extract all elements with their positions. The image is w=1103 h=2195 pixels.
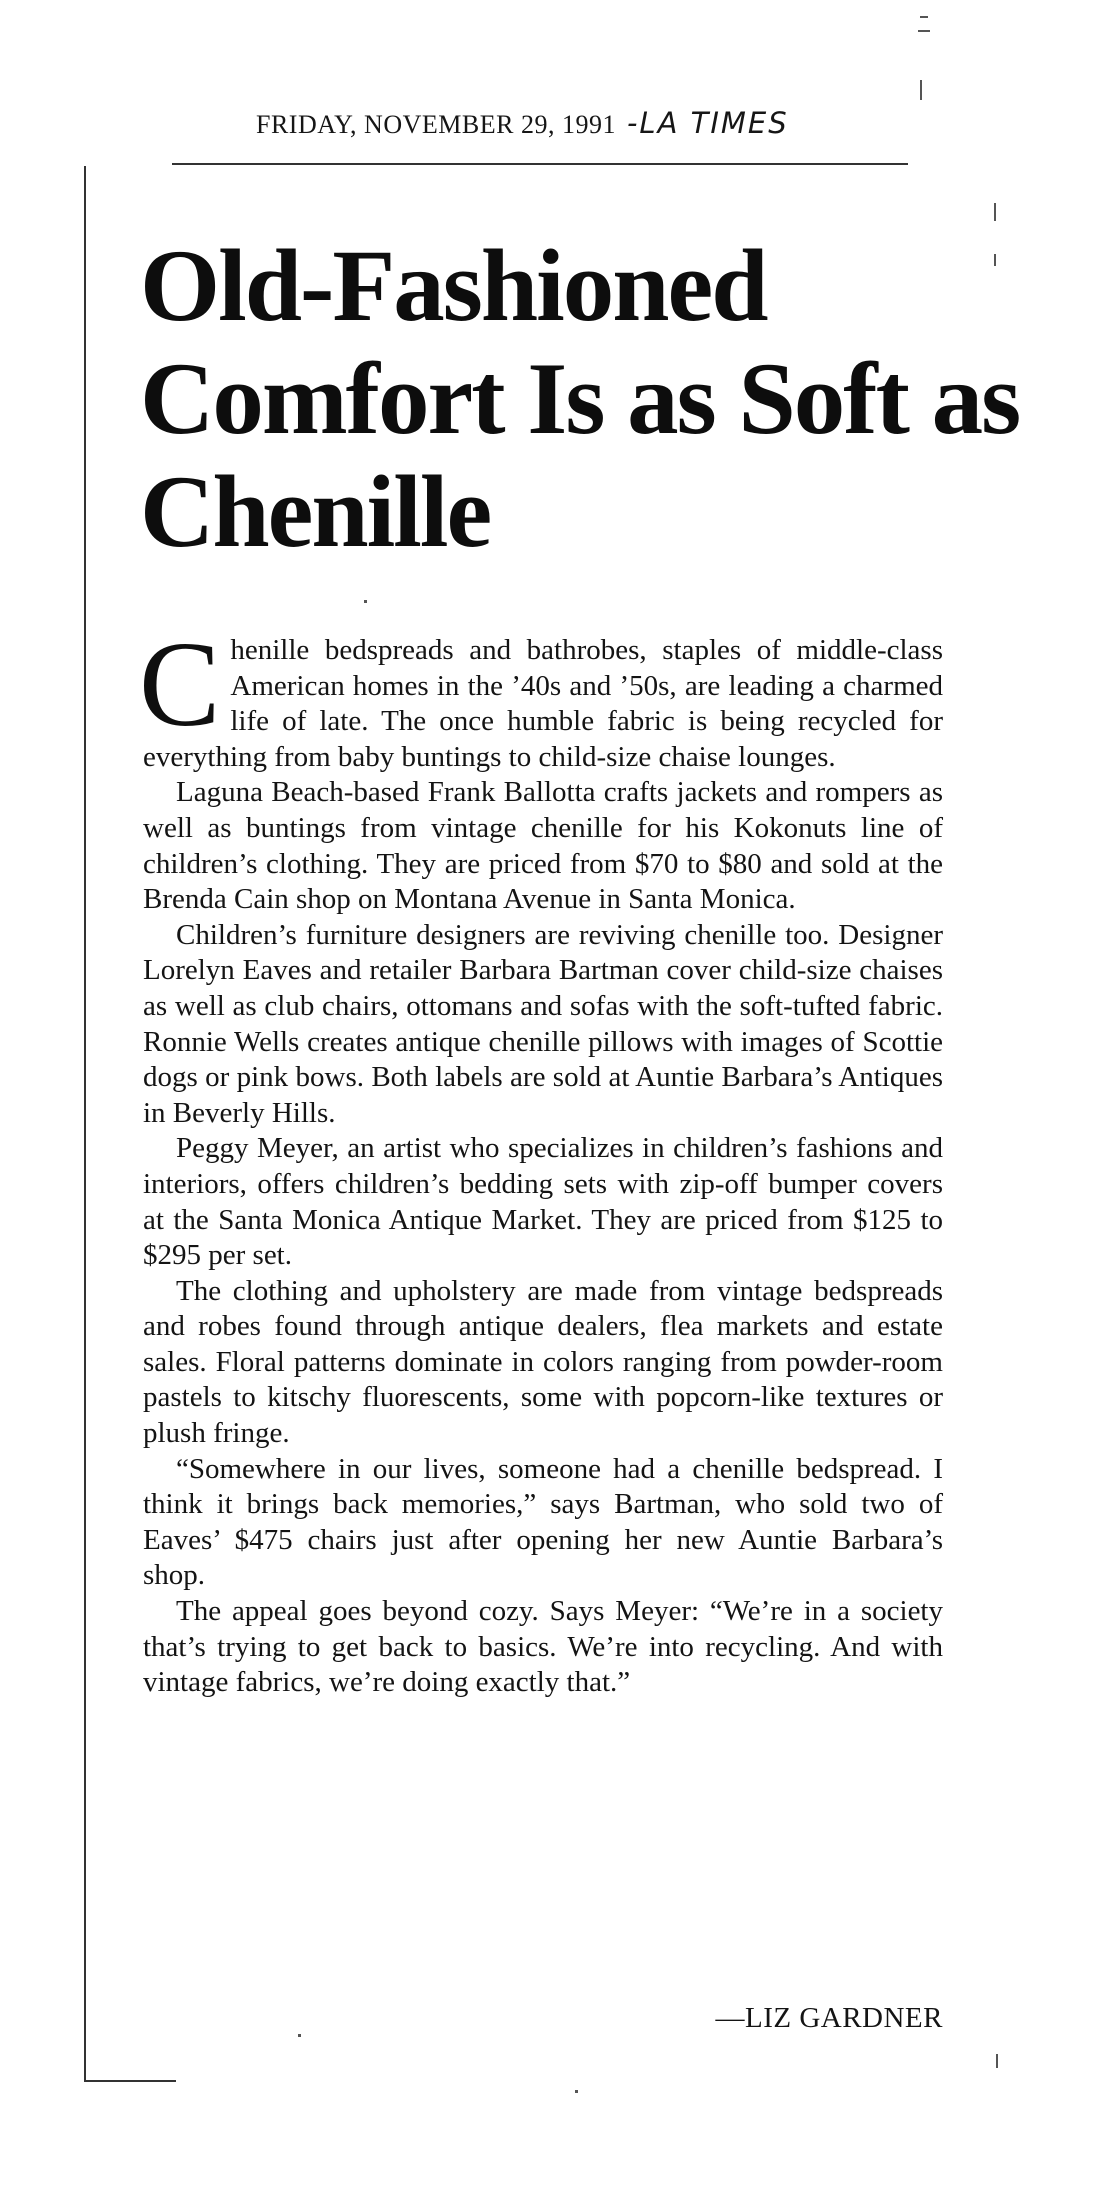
lead-paragraph-text: henille bedspreads and bathrobes, staples of middle-class American homes in the ’40s and ’50s, are leading a charmed life of late. The once humble fabric is being recycled for everything from baby buntings to child-size chaise lounges. [143,634,943,773]
article-body [139,617,943,1701]
scan-speck [994,254,996,266]
scan-speck [996,2054,998,2068]
scan-speck [920,16,928,18]
paragraph-4: The clothing and upholstery are made from vintage bedspreads and robes found through antique dealers, flea markets and estate sales. Floral patterns dominate in colors ranging from powder-room pastels to kitschy fluorescents, some with popcorn-like textures or plush fringe. [143,1274,943,1450]
bottom-rule [84,2080,176,2082]
scan-speck [575,2090,578,2093]
paragraph-5: “Somewhere in our lives, someone had a chenille bedspread. I think it brings back memories,” says Bartman, who sold two of Eaves’ $475 chairs just after opening her new Auntie Barbara’s shop. [143,1452,943,1592]
scan-speck [920,80,922,100]
scan-speck [994,203,996,221]
left-rule [84,166,86,2080]
paragraph-3: Peggy Meyer, an artist who specializes in children’s fashions and interiors, offers children’s bedding sets with zip-off bumper covers at the Santa Monica Antique Market. They are priced from $125 to $295 per set. [143,1132,943,1272]
paragraph-1: Laguna Beach-based Frank Ballotta crafts jackets and rompers as well as buntings from vintage chenille for his Kokonuts line of children’s clothing. They are priced from $70 to $80 and sold at the Brenda Cain shop on Montana Avenue in Santa Monica. [143,776,943,916]
paragraph-2: Children’s furniture designers are reviving chenille too. Designer Lorelyn Eaves and retailer Barbara Bartman cover child-size chaises as well as club chairs, ottomans and sofas with the soft-tufted fabric. Ronnie Wells creates antique chenille pillows with images of Scottie dogs or pink bows. Both labels are sold at Auntie Barbara’s Antiques in Beverly Hills. [143,918,943,1129]
dateline-date: FRIDAY, NOVEMBER 29, 1991 [256,110,616,139]
publication-handwritten-note: -LA TIMES [626,106,789,140]
top-rule [172,163,908,165]
scan-speck [298,2034,301,2037]
lead-paragraph [139,617,943,775]
scan-speck [364,600,367,603]
scan-speck [918,30,930,32]
dateline [256,106,789,140]
paragraph-6: The appeal goes beyond cozy. Says Meyer: “We’re in a society that’s trying to get back to basics. We’re into recycling. And with vintage fabrics, we’re doing exactly that.” [143,1595,943,1699]
byline: —LIZ GARDNER [715,2002,943,2034]
drop-cap: C [139,617,221,752]
headline: Old-Fashioned Comfort Is as Soft as Chenille [140,229,1020,569]
